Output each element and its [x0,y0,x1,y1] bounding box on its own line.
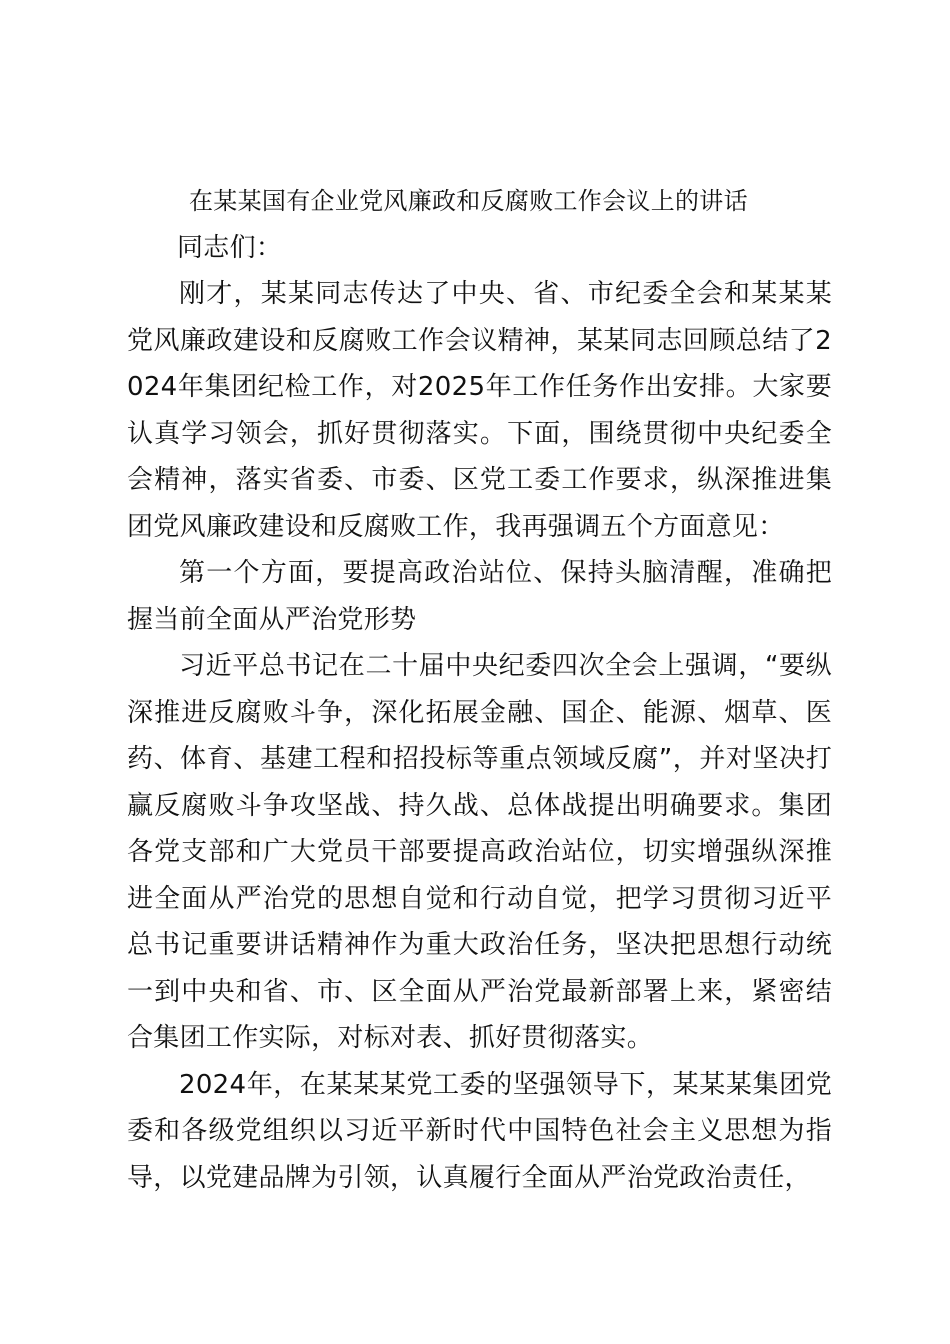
document-title: 在某某国有企业党风廉政和反腐败工作会议上的讲话 [189,187,748,215]
paragraph-xi-speech: 习近平总书记在二十届中央纪委四次全会上强调，“要纵深推进反腐败斗争，深化拓展金融、国企、能源、烟草、医药、体育、基建工程和招投标等重点领域反腐”，并对坚决打赢反腐败斗争攻坚战、持久战、总体战提出明确要求。集团各党支部和广大党员干部要提高政治站位，切实增强纵深推进全面从严治党的思想自觉和行动自觉，把学习贯彻习近平总书记重要讲话精神作为重大政治任务，坚决把思想行动统一到中央和省、市、区全面从严治党最新部署上来，紧密结合集团工作实际，对标对表、抓好贯彻落实。 [127,651,832,1053]
document-body [127,178,832,1201]
paragraph-2024-review: 2024年，在某某某党工委的坚强领导下，某某某集团党委和各级党组织以习近平新时代中国特色社会主义思想为指导，以党建品牌为引领，认真履行全面从严治党政治责任， [127,1069,832,1193]
paragraph-intro: 刚才，某某同志传达了中央、省、市纪委全会和某某某党风廉政建设和反腐败工作会议精神，某某同志回顾总结了2024年集团纪检工作，对2025年工作任务作出安排。大家要认真学习领会，抓好贯彻落实。下面，围绕贯彻中央纪委全会精神，落实省委、市委、区党工委工作要求，纵深推进集团党风廉政建设和反腐败工作，我再强调五个方面意见： [127,279,832,542]
salutation: 同志们： [177,232,283,263]
section-heading-1: 第一个方面，要提高政治站位、保持头脑清醒，准确把握当前全面从严治党形势 [127,558,832,635]
